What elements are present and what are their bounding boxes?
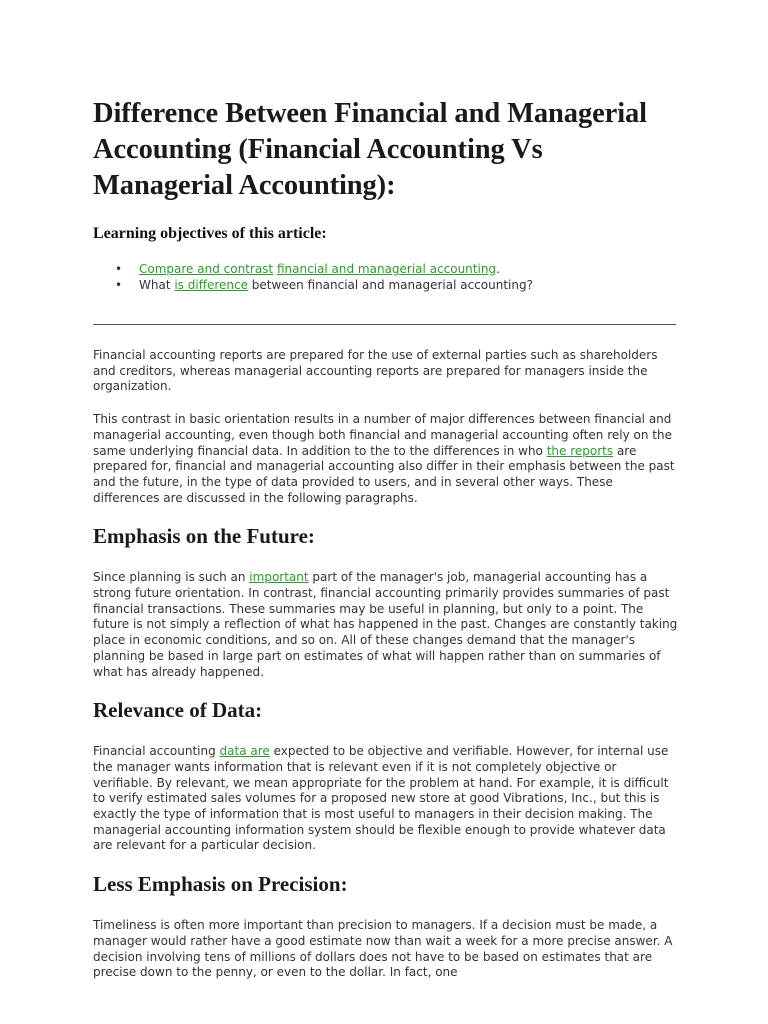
compare-contrast-link[interactable]: Compare and contrast	[139, 262, 274, 276]
data-are-link[interactable]: data are	[219, 744, 270, 759]
list-item-text: .	[496, 262, 500, 276]
intro-paragraph-1: Financial accounting reports are prepared for the use of external parties such as shareholders and creditors, whereas managerial accounting reports are prepared for managers inside the organization.	[93, 348, 658, 394]
section-heading-relevance-data: Relevance of Data:	[93, 698, 263, 723]
is-difference-link[interactable]: is difference	[174, 278, 248, 292]
paragraph-text: Since planning is such an	[93, 570, 250, 585]
article	[93, 96, 678, 998]
bullet-icon: •	[115, 262, 123, 276]
paragraph-text: expected to be objective and verifiable. However, for internal use the manager wants information that is relevant even if it is not completely objective or verifiable. By relevant, we mean appropriate for the problem at hand. For example, it is difficult to verify estimated sales volumes for a proposed new store at good Vibrations, Inc., but this is exactly the type of information that is most useful to managers in their decision making. The managerial accounting information system should be flexible enough to provide whatever data are relevant for a particular decision.	[93, 744, 669, 853]
section-heading-emphasis-future: Emphasis on the Future:	[93, 524, 315, 549]
page-title: Difference Between Financial and Managerial Accounting (Financial Accounting Vs Managerial Accounting):	[93, 98, 647, 201]
emphasis-future-paragraph	[93, 570, 678, 680]
divider	[93, 324, 676, 325]
list-item	[115, 261, 678, 277]
intro-paragraph-2	[93, 412, 678, 506]
financial-managerial-link[interactable]: financial and managerial accounting	[276, 262, 497, 276]
list-item-text: between financial and managerial accounting?	[247, 278, 533, 292]
section-heading-less-precision: Less Emphasis on Precision:	[93, 872, 348, 897]
less-precision-paragraph: Timeliness is often more important than precision to managers. If a decision must be made, a manager would rather have a good estimate now than wait a week for a more precise answer. A decision involving tens of millions of dollars does not have to be based on estimates that are precise down to the penny, or even to the dollar. In fact, one	[93, 918, 673, 980]
objectives-list	[93, 261, 678, 293]
important-link[interactable]: important	[249, 570, 309, 585]
paragraph-text: This contrast in basic orientation results in a number of major differences between financial and managerial accounting, even though both financial and managerial accounting often rely on the same underlying financial data. In addition to the to the differences in who	[93, 412, 672, 458]
bullet-icon: •	[115, 278, 123, 292]
paragraph-text: are prepared for, financial and managerial accounting also differ in their emphasis between the past and the future, in the type of data provided to users, and in several other ways. These differences are discussed in the following paragraphs.	[93, 443, 675, 505]
list-item	[115, 277, 678, 293]
objectives-heading: Learning objectives of this article:	[93, 225, 327, 242]
relevance-data-paragraph	[93, 744, 678, 854]
paragraph-text: part of the manager's job, managerial accounting has a strong future orientation. In contrast, financial accounting primarily provides summaries of past financial transactions. These summaries may be useful in planning, but only to a point. The future is not simply a reflection of what has happened in the past. Changes are constantly taking place in economic conditions, and so on. All of these changes demand that the manager's planning be based in large part on estimates of what will happen rather than on summaries of what has already happened.	[93, 570, 678, 679]
list-item-text: What	[139, 278, 175, 292]
paragraph-text: Financial accounting	[93, 744, 220, 759]
the-reports-link[interactable]: the reports	[546, 443, 614, 458]
